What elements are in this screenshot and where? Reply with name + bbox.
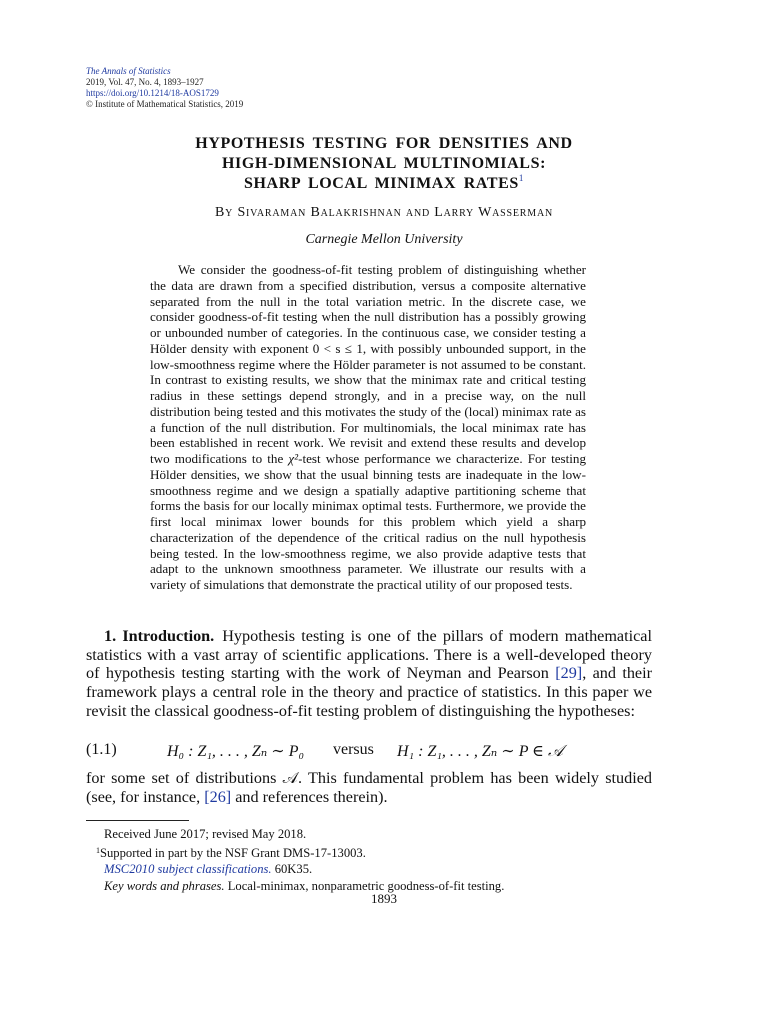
null-hypothesis: H₀ : Z₁, . . . , Zₙ ∼ P₀ <box>167 743 305 760</box>
title-footnote-mark[interactable]: 1 <box>518 173 524 183</box>
paper-title <box>0 134 768 194</box>
chi-squared-symbol: χ² <box>288 451 299 466</box>
keywords-label: Key words and phrases. <box>104 878 225 893</box>
citation-26[interactable]: [26] <box>204 787 232 806</box>
section-heading: 1. Introduction. <box>104 627 215 645</box>
title-line-1: HYPOTHESIS TESTING FOR DENSITIES AND <box>195 135 573 152</box>
author-line: By Sivaraman Balakrishnan and Larry Wasserman <box>215 205 553 220</box>
introduction-paragraph <box>86 627 652 721</box>
abstract <box>150 262 586 593</box>
msc-note <box>86 861 652 878</box>
intro-text-1: Hypothesis testing is one of the pillars of modern mathematical statistics with a vast array of scientific applications. There is a well-developed theory of hypothesis testing starting with the work of Neyman and Pearson <box>86 627 652 683</box>
footnote-rule <box>86 820 189 821</box>
alternative-hypothesis: H₁ : Z₁, . . . , Zₙ ∼ P ∈ 𝒜 <box>397 743 564 760</box>
abstract-part-2: -test whose performance we characterize. For testing Hölder densities, we show that the usual binning tests are inadequate in the low-smoothness regime and we design a spatially adaptive partitioning scheme that forms the basis for our locally minimax optimal tests. Furthermore, we provide the first local minimax lower bounds for this problem which yield a sharp characterization of the dependence of the critical radius on the null hypothesis being tested. In the low-smoothness regime, we also provide adaptive tests that adapt to the unknown smoothness parameter. We illustrate our results with a variety of simulations that demonstrate the practical utility of our proposed tests. <box>150 451 586 592</box>
citation-29[interactable]: [29] <box>555 664 583 683</box>
received-note: Received June 2017; revised May 2018. <box>104 827 307 841</box>
keywords-value: Local-minimax, nonparametric goodness-of-fit testing. <box>224 878 505 893</box>
post-equation-paragraph <box>86 769 652 806</box>
equation-1-1 <box>86 741 652 763</box>
volume-line: 2019, Vol. 47, No. 4, 1893–1927 <box>86 77 204 87</box>
support-footnote-mark: 1 <box>96 845 100 855</box>
msc-link[interactable]: MSC2010 subject classifications. <box>104 862 272 876</box>
intro-text-2: , and their framework plays a central role in the theory and practice of statistics. In this paper we revisit the classical goodness-of-fit testing problem of distinguishing the hypotheses: <box>86 664 652 720</box>
journal-header <box>86 66 243 110</box>
copyright-line: © Institute of Mathematical Statistics, 2019 <box>86 99 244 109</box>
doi-link[interactable]: https://doi.org/10.1214/18-AOS1729 <box>86 88 219 98</box>
post-eq-text-1: for some set of distributions 𝒜. This fundamental problem has been widely studied (see, for instance, <box>86 769 652 806</box>
abstract-part-1: We consider the goodness-of-fit testing problem of distinguishing whether the data are drawn from a specified distribution, versus a composite alternative separated from the null in the total variation metric. In the discrete case, we consider goodness-of-fit testing when the null distribution has a possibly growing or unbounded number of categories. In the continuous case, we consider testing a Hölder density with exponent 0 < s ≤ 1, with possibly unbounded support, in the low-smoothness regime where the Hölder parameter is not assumed to be constant. In contrast to existing results, we show that the minimax rate and critical testing radius in these settings depend strongly, and in a precise way, on the null distribution being tested and this motivates the study of the (local) minimax rate as a function of the null distribution. For multinomials, the local minimax rate has been established in recent work. We revisit and extend these results and develop two modifications to the <box>150 262 586 466</box>
support-text: Supported in part by the NSF Grant DMS-17-13003. <box>100 845 366 860</box>
journal-name[interactable]: The Annals of Statistics <box>86 66 171 76</box>
affiliation: Carnegie Mellon University <box>305 232 463 247</box>
footnotes <box>86 826 652 894</box>
msc-value: 60K35. <box>271 862 313 876</box>
support-note <box>86 843 652 862</box>
title-line-3: SHARP LOCAL MINIMAX RATES <box>244 175 519 192</box>
equation-number: (1.1) <box>86 741 117 758</box>
page-number: 1893 <box>371 891 397 906</box>
title-line-2: HIGH-DIMENSIONAL MULTINOMIALS: <box>221 155 546 172</box>
versus-word: versus <box>333 741 374 758</box>
post-eq-text-2: and references therein). <box>231 787 388 806</box>
